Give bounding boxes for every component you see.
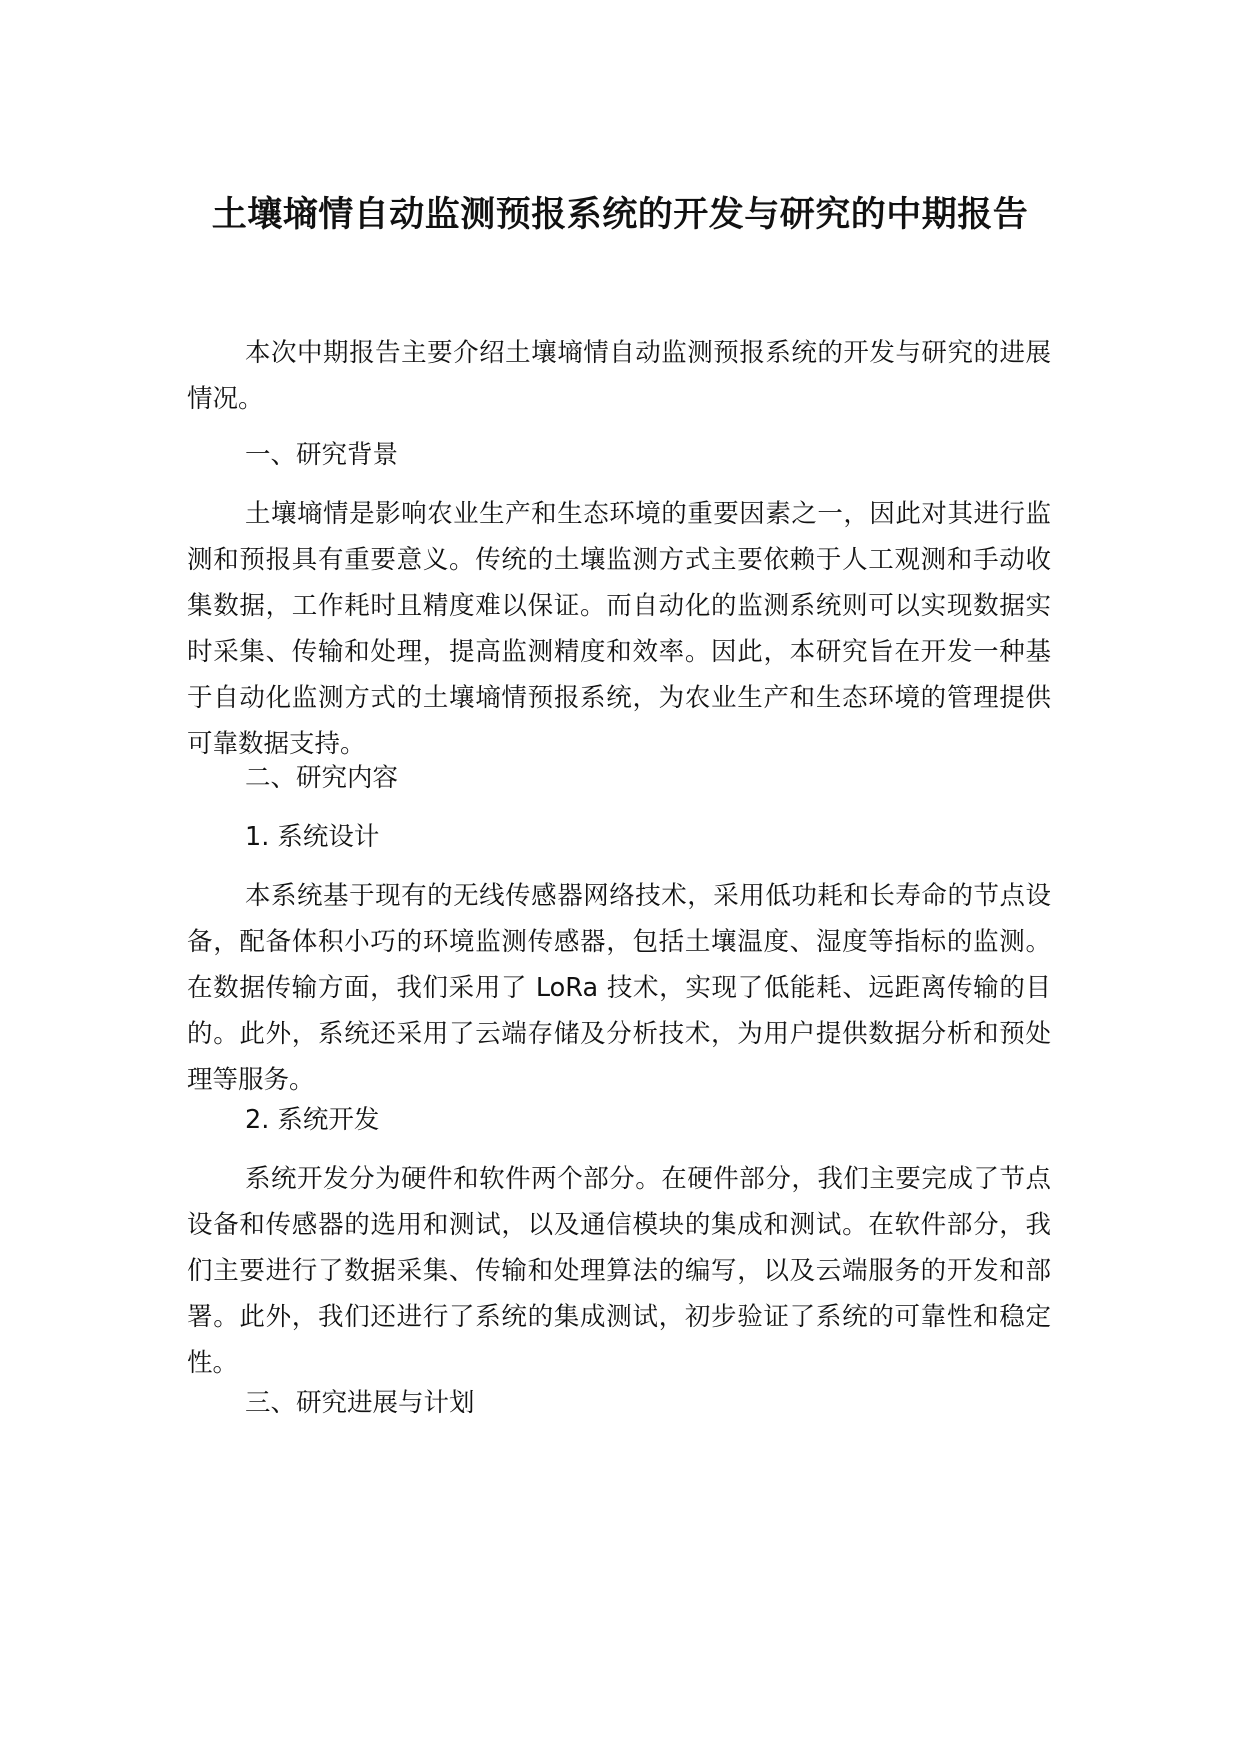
background-paragraph: 土壤墒情是影响农业生产和生态环境的重要因素之一，因此对其进行监测和预报具有重要意义。传统的土壤监测方式主要依赖于人工观测和手动收集数据，工作耗时且精度难以保证。而自动化的监测系统则可以实现数据实时采集、传输和处理，提高监测精度和效率。因此，本研究旨在开发一种基于自动化监测方式的土壤墒情预报系统，为农业生产和生态环境的管理提供可靠数据支持。 [187,499,1051,759]
section-heading-content: 二、研究内容 [245,763,399,793]
document-title: 土壤墒情自动监测预报系统的开发与研究的中期报告 [211,195,1029,235]
section-heading-background: 一、研究背景 [245,440,399,470]
subsection-heading-design: 1. 系统设计 [245,822,380,852]
subsection-heading-development: 2. 系统开发 [245,1105,380,1135]
intro-paragraph: 本次中期报告主要介绍土壤墒情自动监测预报系统的开发与研究的进展情况。 [187,338,1051,414]
design-paragraph: 本系统基于现有的无线传感器网络技术，采用低功耗和长寿命的节点设备，配备体积小巧的环境监测传感器，包括土壤温度、湿度等指标的监测。在数据传输方面，我们采用了 LoRa 技术，实现了低能耗、远距离传输的目的。此外，系统还采用了云端存储及分析技术，为用户提供数据分析和预处理等服务。 [187,881,1051,1095]
section-heading-progress: 三、研究进展与计划 [245,1388,475,1418]
development-paragraph: 系统开发分为硬件和软件两个部分。在硬件部分，我们主要完成了节点设备和传感器的选用和测试，以及通信模块的集成和测试。在软件部分，我们主要进行了数据采集、传输和处理算法的编写，以及云端服务的开发和部署。此外，我们还进行了系统的集成测试，初步验证了系统的可靠性和稳定性。 [187,1164,1051,1378]
